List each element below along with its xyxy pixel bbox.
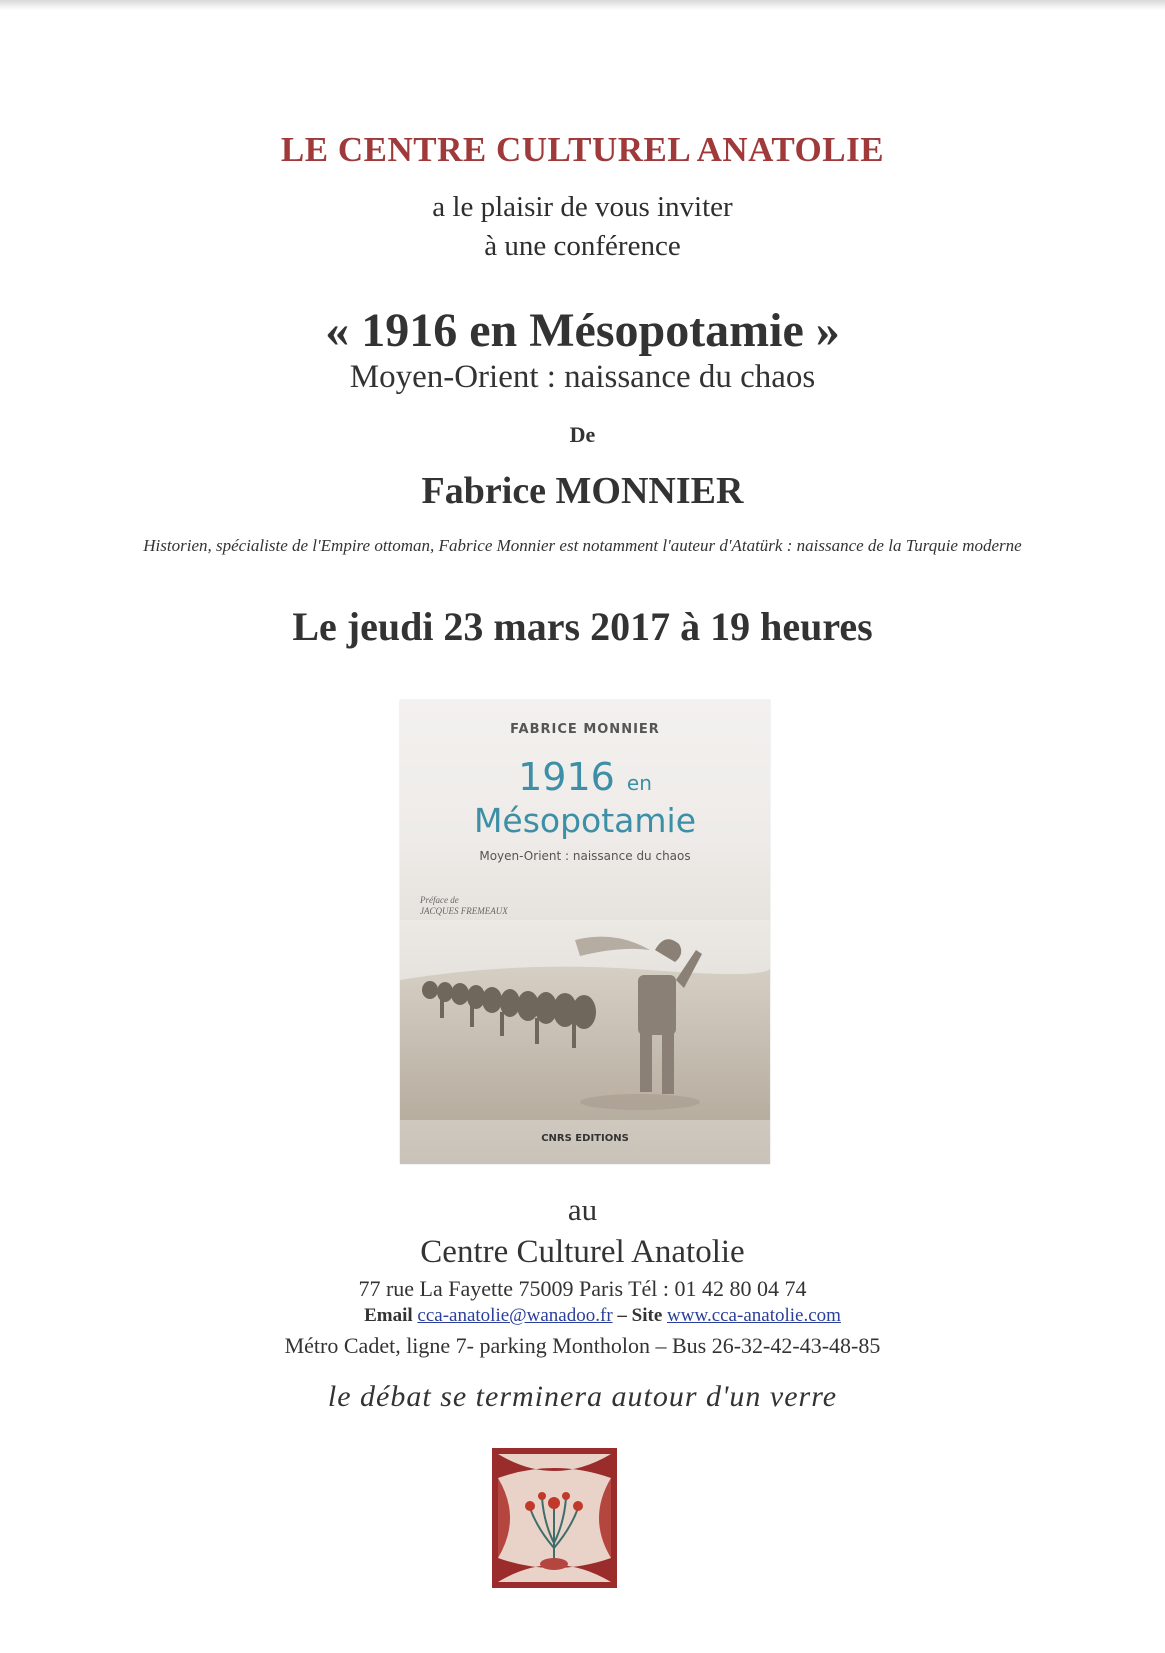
venue-name: Centre Culturel Anatolie — [420, 1234, 745, 1270]
book-author: FABRICE MONNIER — [510, 722, 660, 737]
book-publisher: CNRS EDITIONS — [541, 1133, 629, 1144]
event-date: Le jeudi 23 mars 2017 à 19 heures — [292, 604, 873, 649]
email-label: Email — [364, 1305, 413, 1326]
venue-transport: Métro Cadet, ligne 7- parking Montholon – Bus 26-32-42-43-48-85 — [284, 1333, 881, 1358]
contact-separator: – — [617, 1305, 627, 1326]
book-subtitle: Moyen-Orient : naissance du chaos — [479, 849, 691, 863]
conference-subtitle: Moyen-Orient : naissance du chaos — [349, 359, 816, 395]
site-label: Site — [631, 1305, 663, 1326]
speaker-bio: Historien, spécialiste de l'Empire ottoman, Fabrice Monnier est notamment l'auteur d'Atatürk : naissance de la Turquie moderne — [143, 536, 1022, 555]
book-preface-name: JACQUES FREMEAUX — [420, 906, 508, 916]
email-link[interactable]: cca-anatolie@wanadoo.fr — [417, 1305, 613, 1326]
scan-edge — [0, 0, 1165, 10]
organization-title: LE CENTRE CULTUREL ANATOLIE — [280, 130, 885, 169]
invitation-line-2: à une conférence — [484, 230, 681, 262]
book-title-place: Mésopotamie — [473, 801, 697, 840]
venue-at: au — [567, 1192, 598, 1227]
book-title-year: 1916 — [518, 755, 615, 799]
conference-title: « 1916 en Mésopotamie » — [325, 304, 840, 357]
speaker-name: Fabrice MONNIER — [421, 470, 744, 512]
book-preface — [420, 895, 508, 917]
book-preface-label: Préface de — [420, 895, 459, 905]
venue-contact — [0, 1305, 1165, 1327]
book-title-en: en — [626, 771, 652, 795]
ottoman-tile-logo — [492, 1448, 617, 1588]
book-cover — [400, 700, 770, 1164]
by-label: De — [569, 422, 596, 447]
book-title-number — [400, 755, 770, 799]
site-link[interactable]: www.cca-anatolie.com — [667, 1305, 841, 1326]
closing-note: le débat se terminera autour d'un verre — [327, 1380, 838, 1413]
venue-address: 77 rue La Fayette 75009 Paris Tél : 01 42 80 04 74 — [358, 1276, 807, 1301]
book-cover-photo — [400, 920, 770, 1120]
invitation-line-1: a le plaisir de vous inviter — [432, 191, 733, 223]
